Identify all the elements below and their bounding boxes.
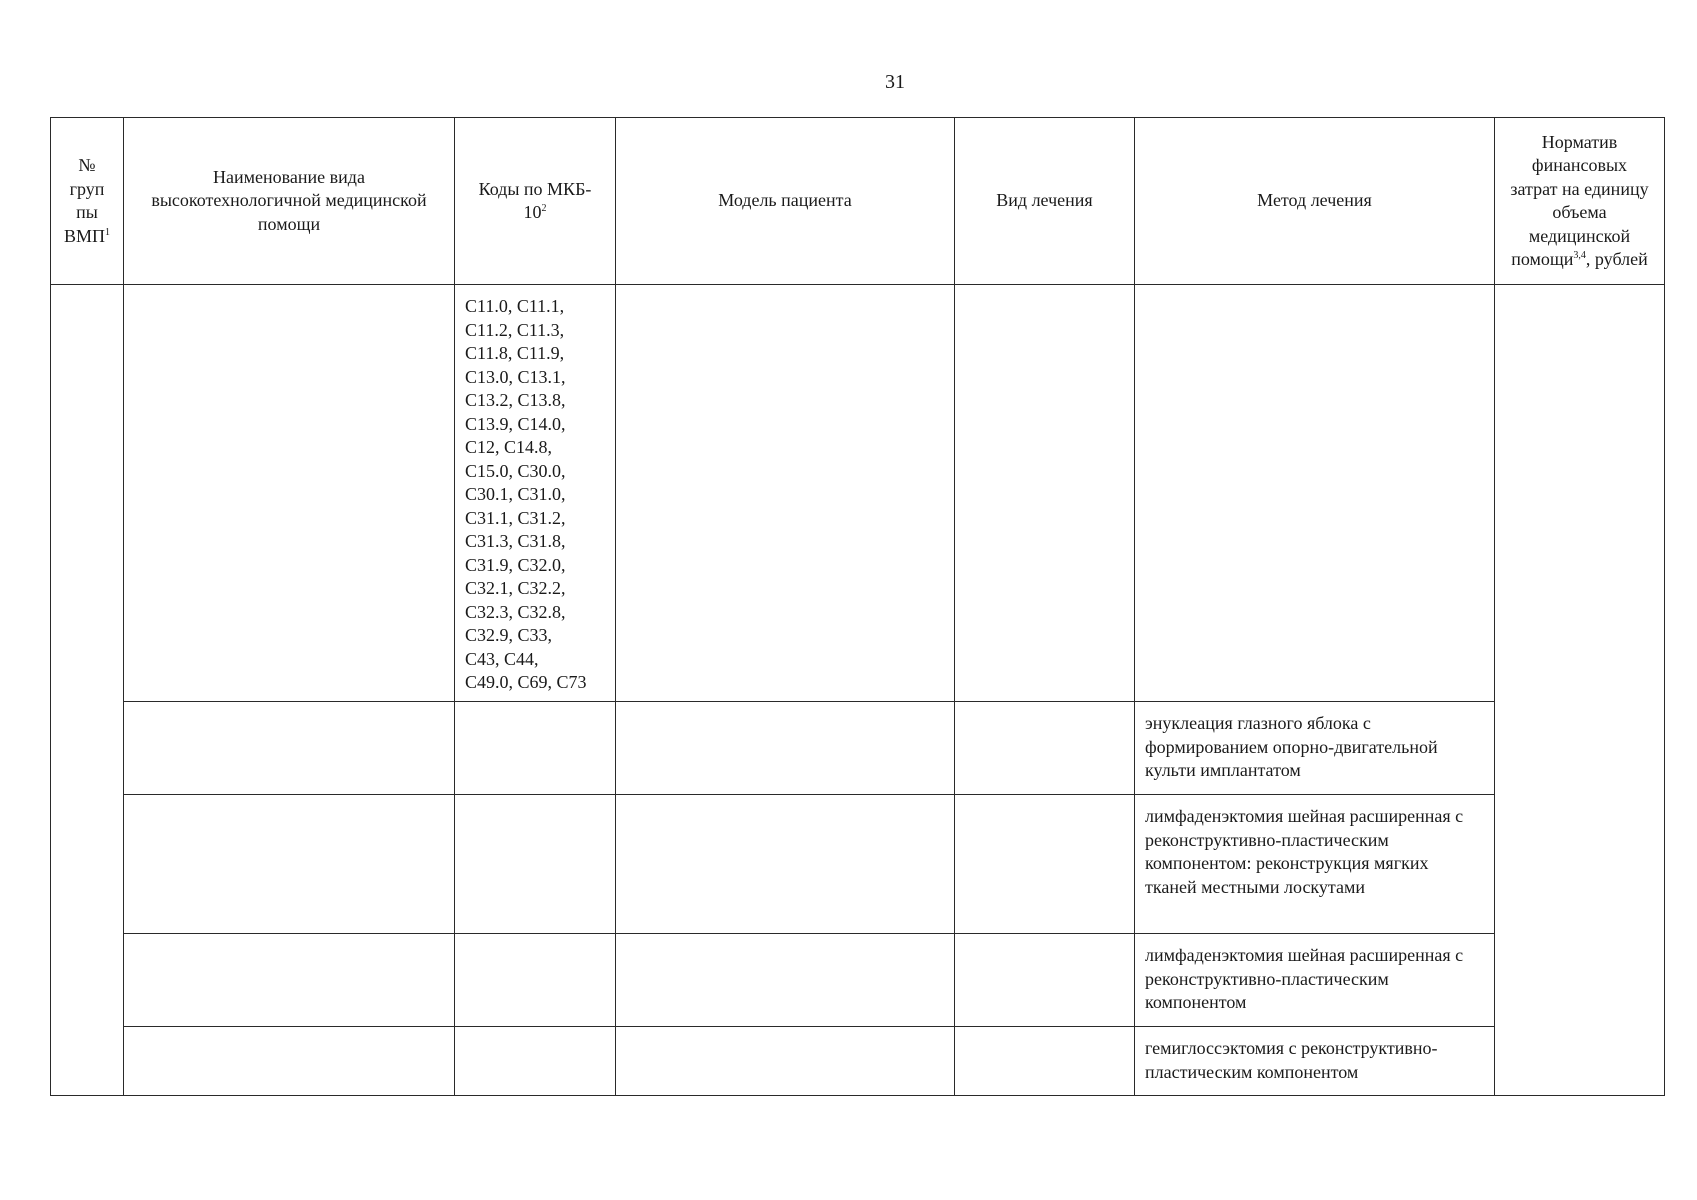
header-name-line: Наименование вида [213, 166, 365, 187]
page-number: 31 [885, 71, 905, 93]
cell-care-type-name [124, 934, 455, 1027]
cell-icd-codes [455, 795, 616, 934]
cell-patient-model [616, 285, 955, 702]
table-row [51, 1027, 1665, 1096]
header-cost-line: медицинской [1528, 225, 1631, 246]
cell-treatment-method: гемиглоссэктомия с реконструктивно-пластическим компонентом [1135, 1027, 1495, 1096]
icd-code-line: C43, C44, [465, 648, 539, 669]
cell-treatment-method [1135, 285, 1495, 702]
header-cost-line: помощи [1511, 249, 1574, 269]
icd-code-line: C31.9, C32.0, [465, 554, 566, 575]
header-name-line: высокотехнологичной медицинской [151, 190, 427, 211]
table-row [51, 702, 1665, 795]
cell-treatment-type [955, 1027, 1135, 1096]
cell-icd-codes [455, 702, 616, 795]
cell-patient-model [616, 1027, 955, 1096]
cell-treatment-type [955, 285, 1135, 702]
cell-treatment-method: энуклеация глазного яблока с формированием опорно-двигательной культи имплантатом [1135, 702, 1495, 795]
icd-code-line: C32.9, C33, [465, 625, 553, 645]
cell-treatment-type [955, 702, 1135, 795]
header-care-type-name [124, 118, 455, 285]
cell-patient-model [616, 795, 955, 934]
icd-code-line: C11.2, C11.3, [465, 319, 565, 340]
icd-code-line: C13.0, C13.1, [465, 366, 566, 387]
icd-code-line: C32.3, C32.8, [465, 601, 566, 622]
header-name-line: помощи [257, 213, 321, 234]
vmp-table [50, 117, 1665, 1096]
header-cost-line: объема [1552, 202, 1607, 222]
header-cost-line: Норматив [1541, 131, 1618, 152]
cell-treatment-type [955, 795, 1135, 934]
cell-icd-codes [455, 934, 616, 1027]
table-row [51, 934, 1665, 1027]
header-patient-model: Модель пациента [616, 118, 955, 285]
footnote-ref: 2 [541, 203, 547, 214]
header-group-line: ВМП [63, 225, 105, 246]
header-group-line: груп [69, 178, 105, 199]
header-cost-standard [1495, 118, 1665, 285]
cell-care-type-name [124, 702, 455, 795]
header-codes-line: 10 [523, 202, 542, 222]
header-cost-line: , рублей [1585, 249, 1648, 269]
header-codes-line: Коды по МКБ- [478, 178, 592, 199]
icd-code-line: C13.9, C14.0, [465, 413, 566, 434]
icd-code-line: C15.0, C30.0, [465, 460, 566, 481]
icd-code-line: C49.0, C69, C73 [465, 672, 587, 692]
cell-treatment-method: лимфаденэктомия шейная расширенная с реконструктивно-пластическим компонентом: реконструкция мягких тканей местными лоскутами [1135, 795, 1495, 934]
cell-cost-standard [1495, 285, 1665, 1096]
cell-group-number [51, 285, 124, 1096]
header-group-line: пы [76, 202, 98, 222]
header-treatment-method: Метод лечения [1135, 118, 1495, 285]
header-group-number [51, 118, 124, 285]
header-cost-line: затрат на единицу [1510, 178, 1649, 199]
cell-icd-codes [455, 1027, 616, 1096]
table-row [51, 795, 1665, 934]
icd-code-line: C32.1, C32.2, [465, 578, 566, 598]
cell-patient-model [616, 934, 955, 1027]
icd-code-line: C30.1, C31.0, [465, 484, 566, 504]
icd-code-line: C11.8, C11.9, [465, 343, 565, 363]
cell-patient-model [616, 702, 955, 795]
header-icd-codes [455, 118, 616, 285]
cell-care-type-name [124, 1027, 455, 1096]
cell-care-type-name [124, 795, 455, 934]
footnote-ref: 1 [105, 226, 110, 238]
header-cost-line: финансовых [1531, 155, 1628, 175]
table-header-row [51, 118, 1665, 285]
footnote-ref: 3,4 [1573, 250, 1586, 261]
header-treatment-type: Вид лечения [955, 118, 1135, 285]
cell-care-type-name [124, 285, 455, 702]
icd-code-line: C11.0, C11.1, [465, 296, 565, 316]
cell-icd-codes [455, 285, 616, 702]
icd-code-line: C31.3, C31.8, [465, 531, 566, 551]
icd-code-line: C12, C14.8, [465, 437, 553, 457]
cell-treatment-method: лимфаденэктомия шейная расширенная с реконструктивно-пластическим компонентом [1135, 934, 1495, 1027]
icd-code-line: C13.2, C13.8, [465, 390, 566, 410]
header-group-line: № [78, 155, 96, 175]
table-row [51, 285, 1665, 702]
icd-code-line: C31.1, C31.2, [465, 507, 566, 528]
cell-treatment-type [955, 934, 1135, 1027]
